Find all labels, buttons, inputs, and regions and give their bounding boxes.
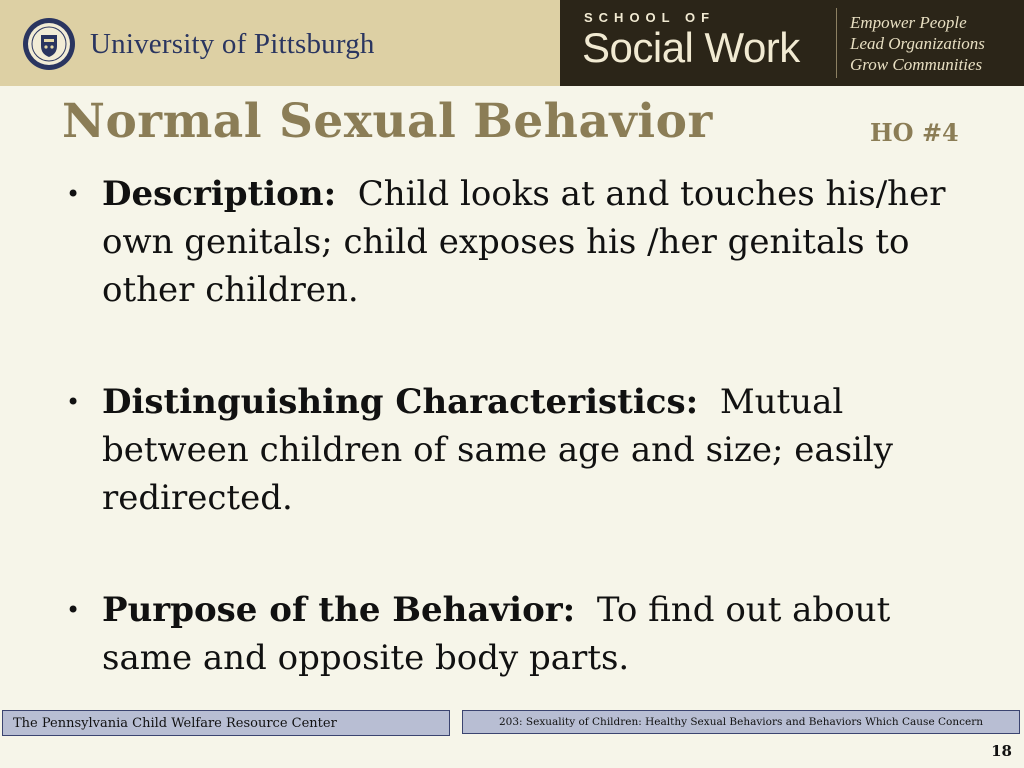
bullet-text: To find out about same and opposite body parts. — [102, 590, 891, 678]
footer-organization: The Pennsylvania Child Welfare Resource Center — [2, 710, 450, 736]
bullet-label: Description: — [102, 174, 337, 214]
school-tagline — [850, 12, 985, 75]
school-of-social-work-logo — [560, 0, 1024, 86]
university-seal-icon — [22, 17, 76, 71]
header-band — [0, 0, 1024, 86]
school-label: SCHOOL OF — [584, 10, 716, 25]
bullet-description — [60, 170, 960, 314]
slide-title: Normal Sexual Behavior — [62, 94, 713, 149]
page-number: 18 — [991, 742, 1012, 760]
university-logo — [22, 14, 375, 74]
bullet-dot-icon: • — [66, 596, 81, 624]
tagline-line: Empower People — [850, 13, 967, 32]
bullet-list — [60, 170, 960, 682]
tagline-line: Grow Communities — [850, 55, 983, 74]
bullet-dot-icon: • — [66, 180, 81, 208]
bullet-dot-icon: • — [66, 388, 81, 416]
tagline-line: Lead Organizations — [850, 34, 985, 53]
bullet-label: Purpose of the Behavior: — [102, 590, 576, 630]
bullet-text: Child looks at and touches his/her own genitals; child exposes his /her genitals to other children. — [102, 174, 946, 310]
bullet-text: Mutual between children of same age and size; easily redirected. — [102, 382, 893, 518]
bullet-distinguishing-characteristics — [60, 378, 960, 522]
handout-number: HO #4 — [870, 118, 959, 147]
footer-course-title: 203: Sexuality of Children: Healthy Sexual Behaviors and Behaviors Which Cause Concern — [462, 710, 1020, 734]
university-name: University of Pittsburgh — [90, 27, 375, 60]
logo-divider — [836, 8, 837, 78]
bullet-label: Distinguishing Characteristics: — [102, 382, 699, 422]
bullet-purpose — [60, 586, 960, 682]
school-name: Social Work — [582, 24, 800, 71]
